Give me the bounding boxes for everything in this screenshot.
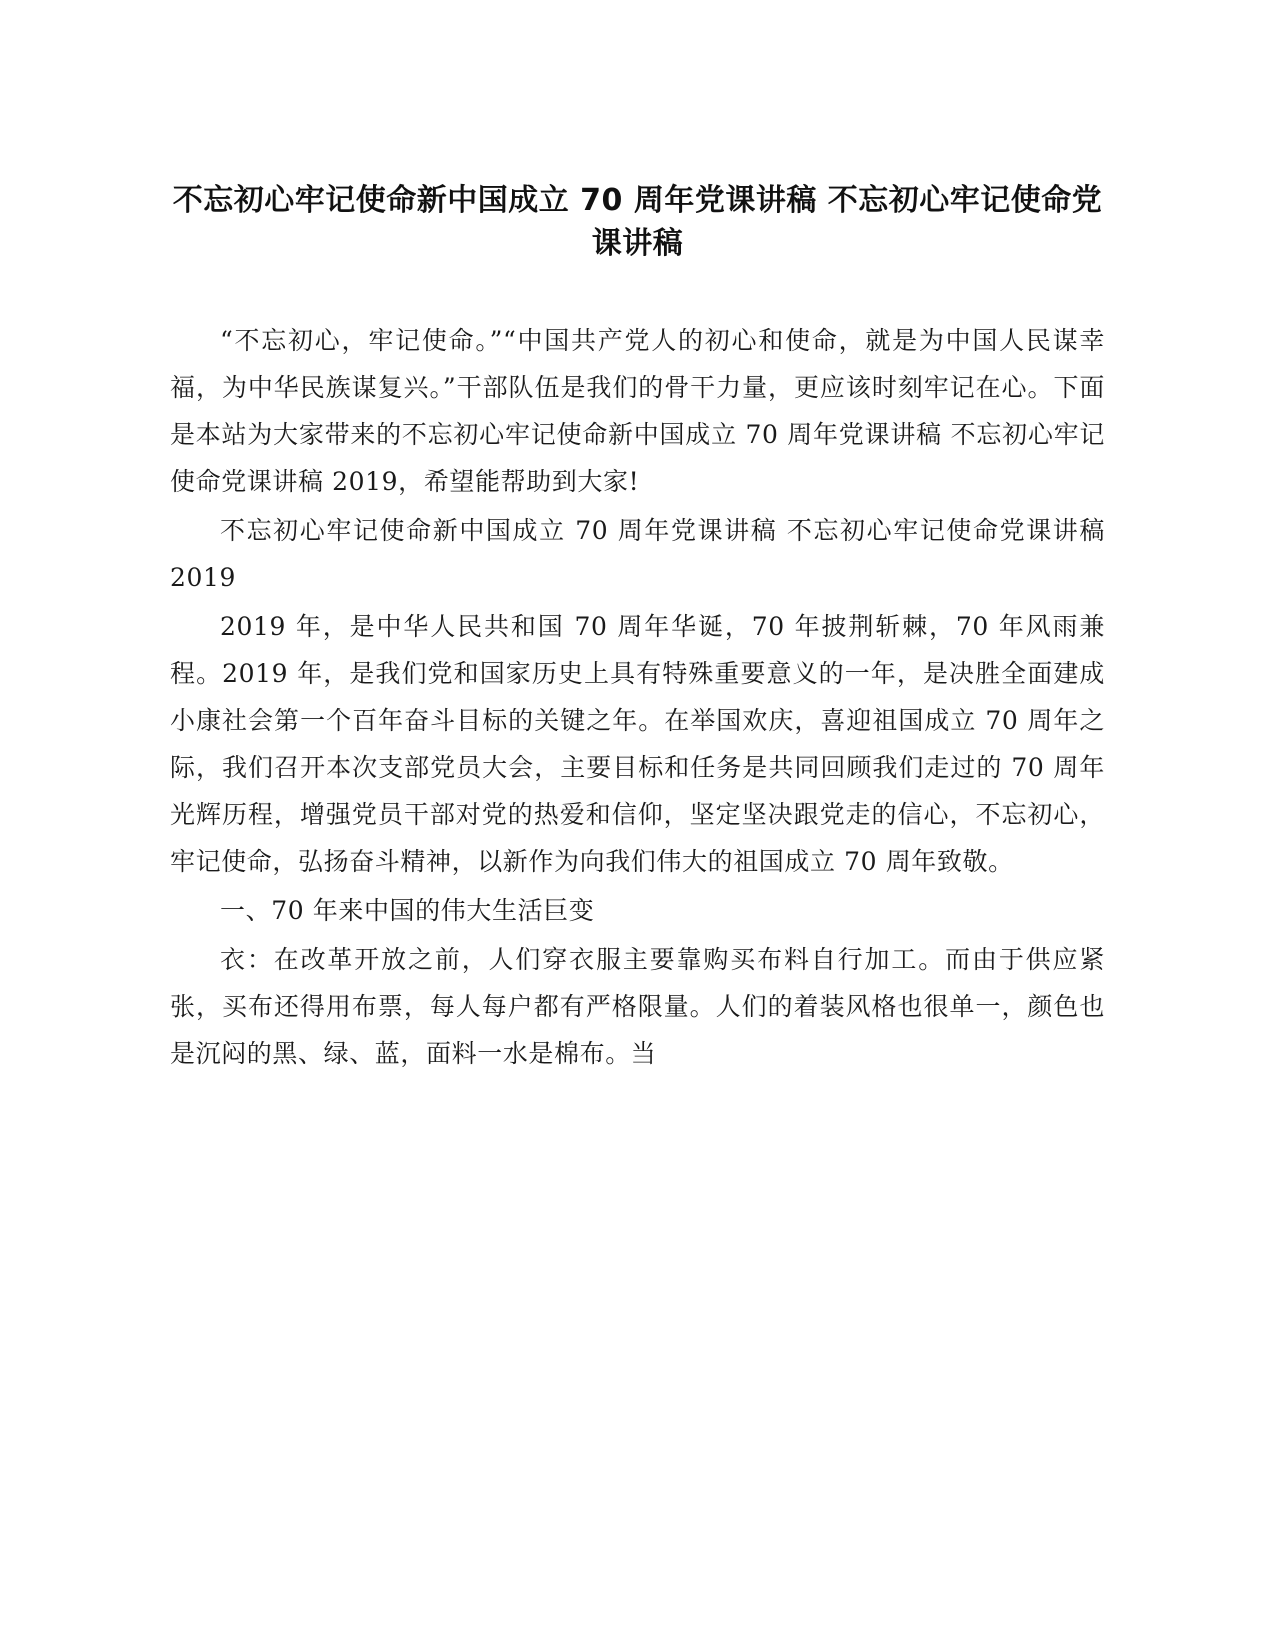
paragraph-body-1: 2019 年，是中华人民共和国 70 周年华诞，70 年披荆斩棘，70 年风雨兼程。2019 年，是我们党和国家历史上具有特殊重要意义的一年，是决胜全面建成小康社会第一个百年奋斗目标的关键之年。在举国欢庆，喜迎祖国成立 70 周年之际，我们召开本次支部党员大会，主要目标和任务是共同回顾我们走过的 70 周年光辉历程，增强党员干部对党的热爱和信仰，坚定坚决跟党走的信心，不忘初心，牢记使命，弘扬奋斗精神，以新作为向我们伟大的祖国成立 70 周年致敬。	[170, 612, 1105, 877]
paragraph-intro: “不忘初心，牢记使命。”“中国共产党人的初心和使命，就是为中国人民谋幸福，为中华民族谋复兴。”干部队伍是我们的骨干力量，更应该时刻牢记在心。下面是本站为大家带来的不忘初心牢记使命新中国成立 70 周年党课讲稿 不忘初心牢记使命党课讲稿 2019，希望能帮助到大家!	[170, 326, 1105, 497]
paragraph-body-2: 衣：在改革开放之前，人们穿衣服主要靠购买布料自行加工。而由于供应紧张，买布还得用布票，每人每户都有严格限量。人们的着装风格也很单一，颜色也是沉闷的黑、绿、蓝，面料一水是棉布。当	[170, 945, 1105, 1069]
page-title: 不忘初心牢记使命新中国成立 70 周年党课讲稿 不忘初心牢记使命党课讲稿	[172, 183, 1103, 261]
paragraph-subtitle: 不忘初心牢记使命新中国成立 70 周年党课讲稿 不忘初心牢记使命党课讲稿 2019	[170, 516, 1105, 593]
paragraph-section-heading-1: 一、70 年来中国的伟大生活巨变	[220, 896, 595, 926]
